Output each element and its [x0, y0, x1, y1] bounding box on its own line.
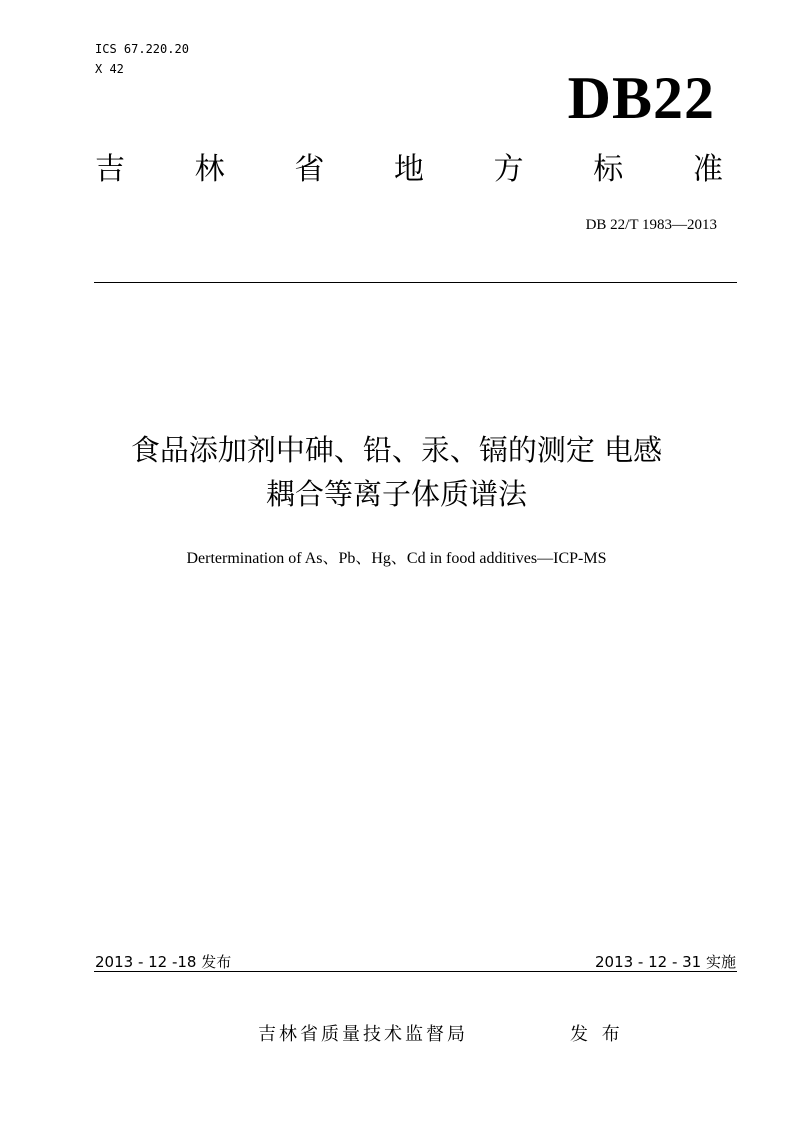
top-divider — [94, 282, 737, 283]
implementation-date: 2013 - 12 - 31 实施 — [594, 953, 736, 971]
standard-type-char: 地 — [393, 152, 424, 187]
standard-type-char: 准 — [692, 152, 723, 187]
english-title: Dertermination of As、Pb、Hg、Cd in food additives—ICP-MS — [186, 550, 607, 567]
standard-type-heading — [95, 152, 723, 188]
classification-code: X 42 — [95, 62, 124, 76]
standard-number: DB 22/T 1983—2013 — [585, 217, 717, 233]
chinese-title-line-1: 食品添加剂中砷、铅、汞、镉的测定 电感 — [130, 433, 663, 467]
issue-date: 2013 - 12 -18 发布 — [95, 953, 232, 971]
standard-type-char: 林 — [194, 152, 225, 187]
standard-code-logo: DB22 — [567, 65, 715, 131]
issuing-authority: 吉林省质量技术监督局 — [258, 1024, 468, 1045]
standard-type-char: 标 — [593, 152, 624, 187]
standard-type-char: 吉 — [95, 152, 125, 187]
publish-label: 发 布 — [570, 1024, 624, 1045]
standard-type-char: 省 — [294, 152, 325, 187]
chinese-title — [0, 428, 793, 516]
standard-type-char: 方 — [493, 152, 524, 187]
bottom-divider — [94, 971, 737, 972]
ics-code: ICS 67.220.20 — [95, 42, 189, 56]
chinese-title-line-2: 耦合等离子体质谱法 — [265, 477, 527, 511]
